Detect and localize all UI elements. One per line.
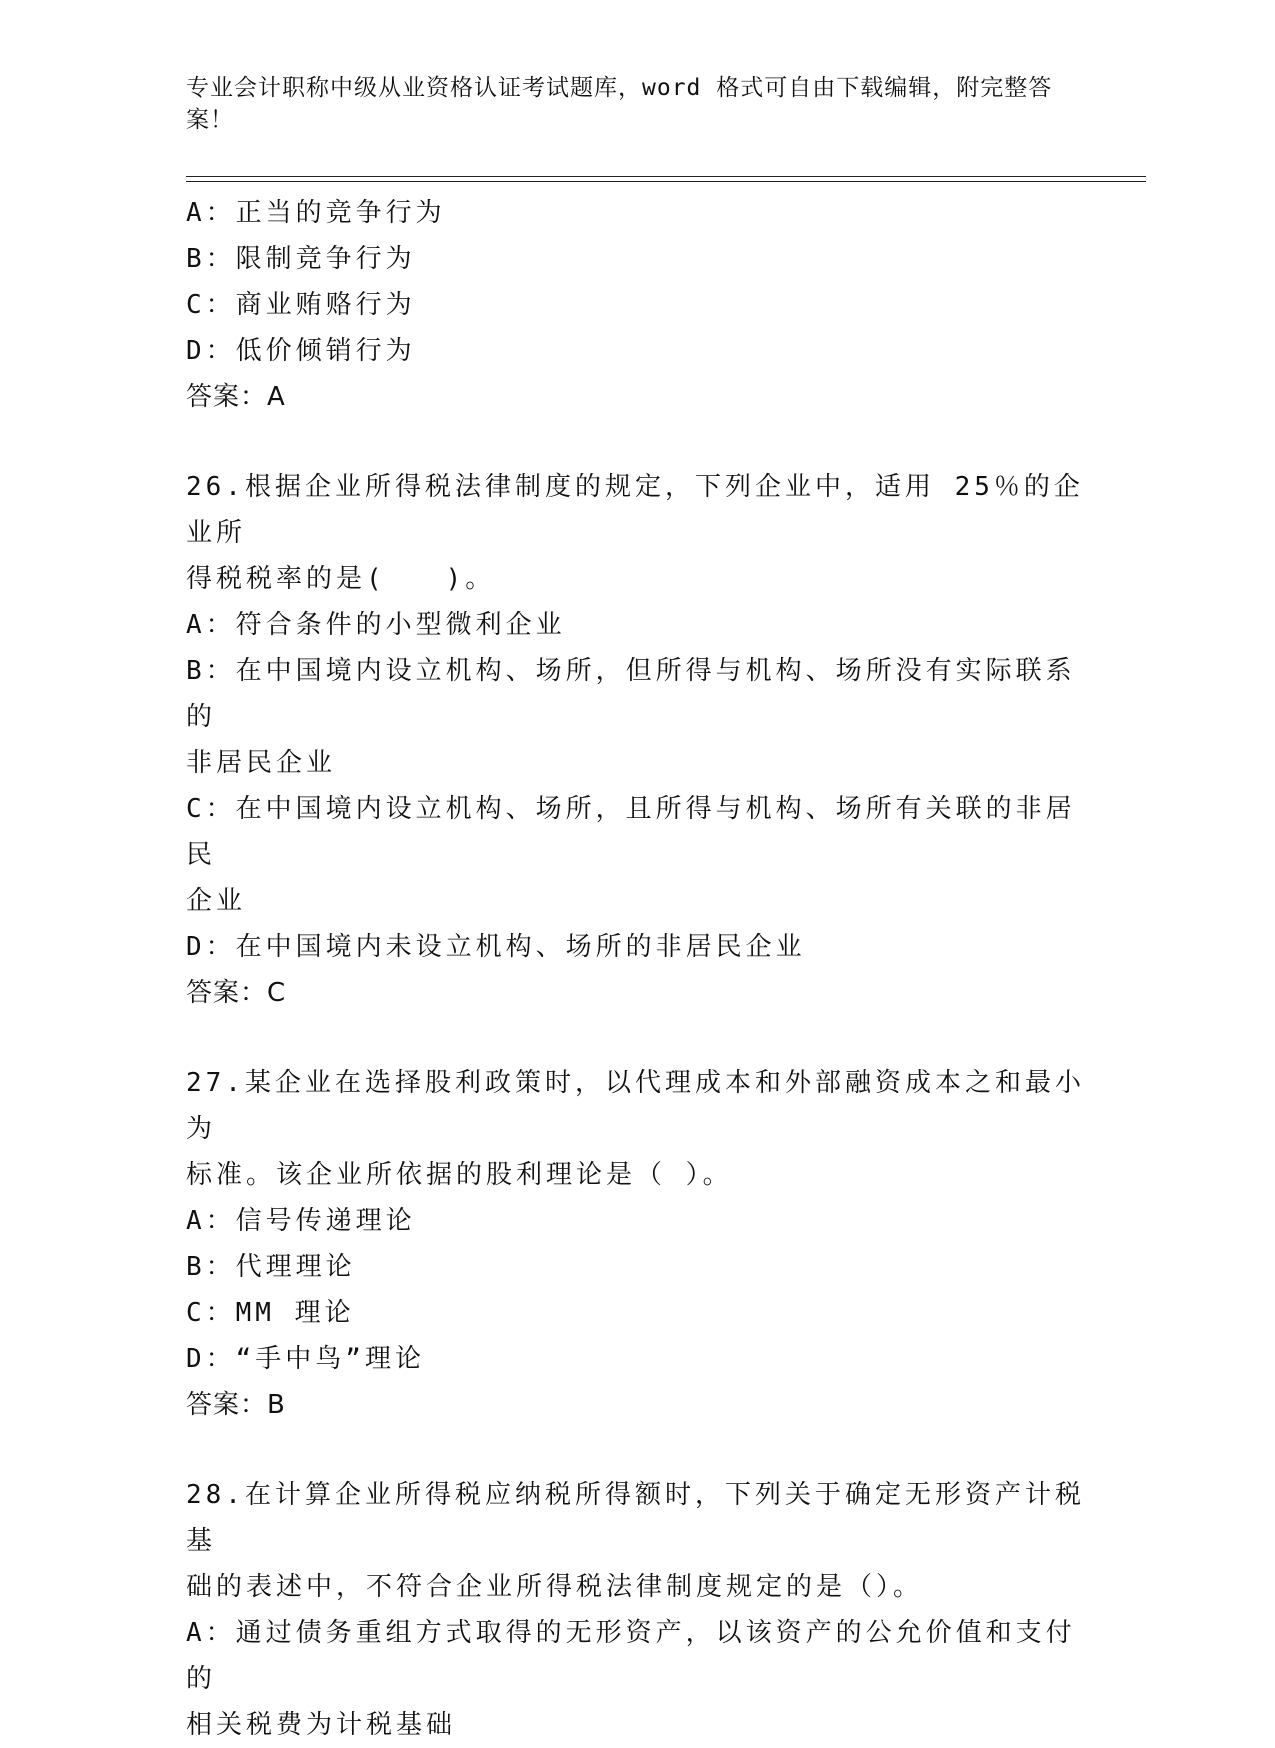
option-b: B：在中国境内设立机构、场所，但所得与机构、场所没有实际联系的 [186, 656, 1076, 732]
option-d: D：在中国境内未设立机构、场所的非居民企业 [186, 932, 806, 962]
option-b-continued: 非居民企业 [186, 748, 337, 778]
question-stem-line-1: 26.根据企业所得税法律制度的规定，下列企业中，适用 25％的企业所 [186, 472, 1084, 548]
question-26 [186, 464, 1086, 1016]
option-c-continued: 企业 [186, 886, 247, 916]
header-line-1: 专业会计职称中级从业资格认证考试题库，word 格式可自由下载编辑，附完整答 [186, 75, 1053, 101]
option-d: D：低价倾销行为 [186, 336, 416, 366]
header-line-2: 案！ [186, 107, 234, 133]
question-stem-line-2: 标准。该企业所依据的股利理论是（ ）。 [186, 1160, 733, 1190]
option-a: A：正当的竞争行为 [186, 198, 446, 228]
option-c: C：在中国境内设立机构、场所，且所得与机构、场所有关联的非居民 [186, 794, 1076, 870]
answer: 答案：B [186, 1390, 286, 1420]
option-c: C：MM 理论 [186, 1298, 355, 1328]
option-a: A：信号传递理论 [186, 1206, 416, 1236]
answer: 答案：A [186, 382, 286, 412]
question-27 [186, 1060, 1086, 1428]
question-25 [186, 190, 1086, 420]
question-stem-line-1: 27.某企业在选择股利政策时，以代理成本和外部融资成本之和最小为 [186, 1068, 1085, 1144]
answer: 答案：C [186, 978, 287, 1008]
option-a: A：通过债务重组方式取得的无形资产，以该资产的公允价值和支付的 [186, 1618, 1076, 1694]
option-b: B：限制竞争行为 [186, 244, 416, 274]
question-stem-line-1: 28.在计算企业所得税应纳税所得额时，下列关于确定无形资产计税基 [186, 1480, 1085, 1556]
question-28 [186, 1472, 1086, 1748]
question-stem-line-2: 础的表述中，不符合企业所得税法律制度规定的是（）。 [186, 1572, 924, 1602]
option-a: A：符合条件的小型微利企业 [186, 610, 566, 640]
option-d: D：“手中鸟”理论 [186, 1344, 425, 1374]
option-b: B：代理理论 [186, 1252, 356, 1282]
document-header [186, 72, 1066, 136]
question-stem-line-2: 得税税率的是( )。 [186, 564, 496, 594]
document-body [186, 190, 1086, 1748]
header-divider-top [186, 176, 1146, 177]
option-c: C：商业贿赂行为 [186, 290, 416, 320]
header-divider-bottom [186, 181, 1146, 182]
option-a-continued: 相关税费为计税基础 [186, 1710, 457, 1740]
